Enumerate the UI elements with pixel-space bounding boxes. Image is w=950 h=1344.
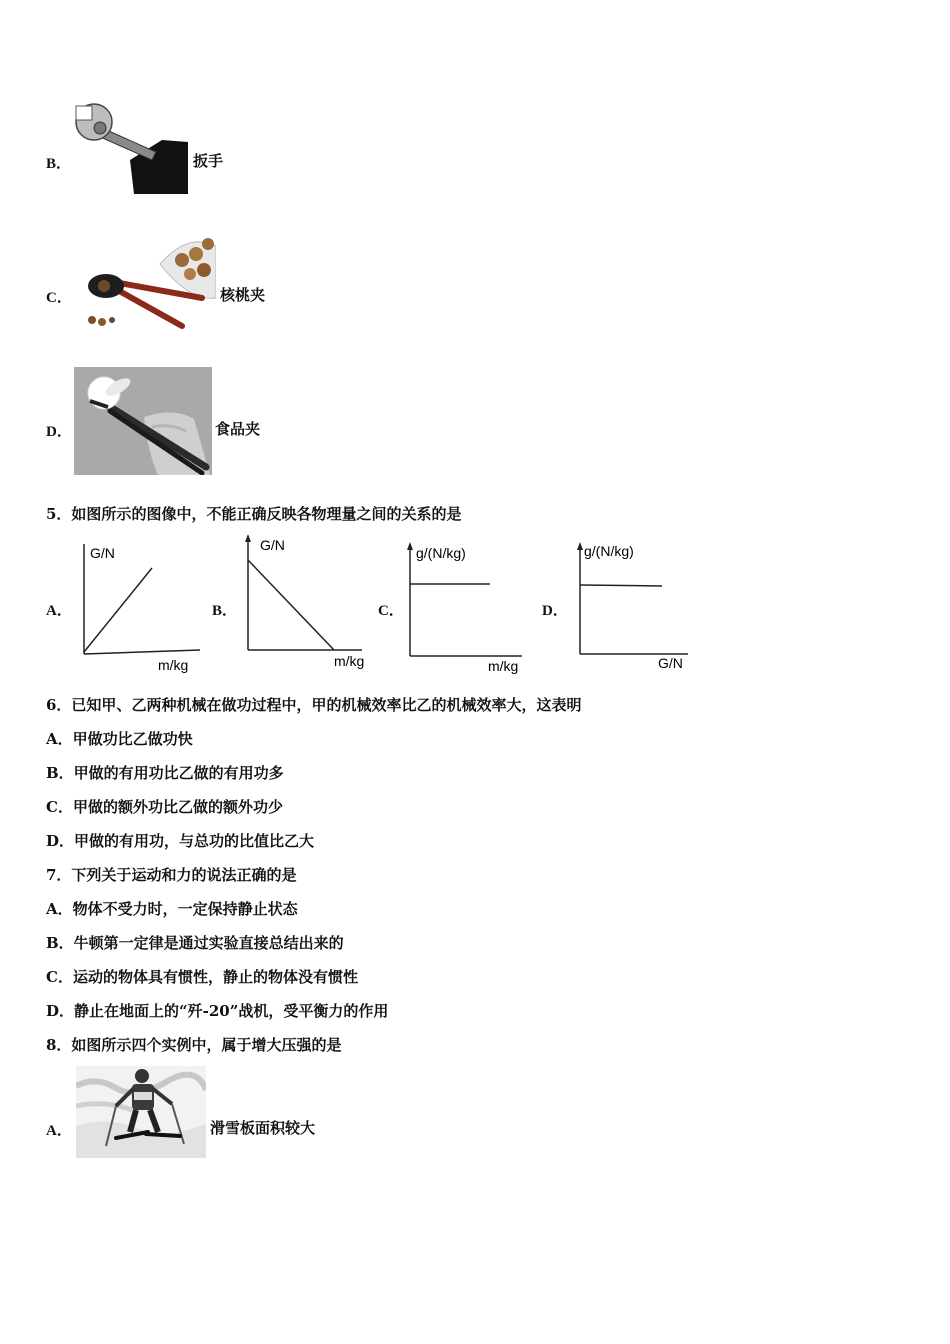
skier-photo	[76, 1066, 206, 1158]
question-6-stem: 6．已知甲、乙两种机械在做功过程中，甲的机械效率比乙的机械效率大，这表明	[46, 696, 582, 714]
wrench-photo	[72, 100, 190, 194]
question-7-stem: 7．下列关于运动和力的说法正确的是	[46, 866, 297, 884]
food-tongs-photo	[74, 367, 212, 475]
option-caption-nutcracker: 核桃夹	[220, 286, 266, 304]
graph-d	[574, 540, 698, 676]
graph-d-ylabel: g/(N/kg)	[584, 543, 634, 559]
q6-option-c: C．甲做的额外功比乙做的额外功少	[46, 798, 283, 816]
graph-letter-c: C．	[378, 603, 404, 619]
graph-letter-d: D．	[542, 603, 568, 619]
option-letter-c: C．	[46, 290, 72, 306]
graph-b	[240, 534, 380, 670]
graph-a	[76, 538, 206, 674]
q6-option-d: D．甲做的有用功，与总功的比值比乙大	[46, 832, 315, 850]
graph-d-line	[580, 585, 662, 586]
q7-option-a: A．物体不受力时，一定保持静止状态	[46, 900, 298, 918]
graph-b-xlabel: m/kg	[334, 653, 365, 669]
q8-option-caption-skier: 滑雪板面积较大	[210, 1119, 316, 1137]
q6-option-a: A．甲做功比乙做功快	[46, 730, 193, 748]
option-letter-d: D．	[46, 424, 72, 440]
graph-b-line	[248, 560, 334, 650]
graph-c	[404, 540, 534, 676]
q7-option-c: C．运动的物体具有惯性，静止的物体没有惯性	[46, 968, 358, 986]
graph-d-xlabel: G/N	[658, 655, 683, 671]
question-8-stem: 8．如图所示四个实例中，属于增大压强的是	[46, 1036, 342, 1054]
q8-option-letter-a: A．	[46, 1123, 72, 1139]
q7-option-b: B．牛顿第一定律是通过实验直接总结出来的	[46, 934, 344, 952]
option-letter-b: B．	[46, 156, 72, 172]
option-caption-wrench: 扳手	[193, 152, 224, 170]
graph-b-ylabel: G/N	[260, 537, 285, 553]
nutcracker-photo	[78, 236, 216, 332]
graph-c-xlabel: m/kg	[488, 658, 519, 674]
graph-a-line	[84, 568, 152, 652]
graph-a-ylabel: G/N	[90, 545, 115, 561]
q6-option-b: B．甲做的有用功比乙做的有用功多	[46, 764, 284, 782]
question-5-stem: 5．如图所示的图像中，不能正确反映各物理量之间的关系的是	[46, 505, 462, 523]
option-caption-food-tongs: 食品夹	[215, 420, 261, 438]
graph-letter-a: A．	[46, 603, 72, 619]
graph-c-ylabel: g/(N/kg)	[416, 545, 466, 561]
graph-letter-b: B．	[212, 603, 238, 619]
q7-option-d: D．静止在地面上的“歼-20”战机，受平衡力的作用	[46, 1002, 389, 1020]
graph-a-xlabel: m/kg	[158, 657, 189, 673]
